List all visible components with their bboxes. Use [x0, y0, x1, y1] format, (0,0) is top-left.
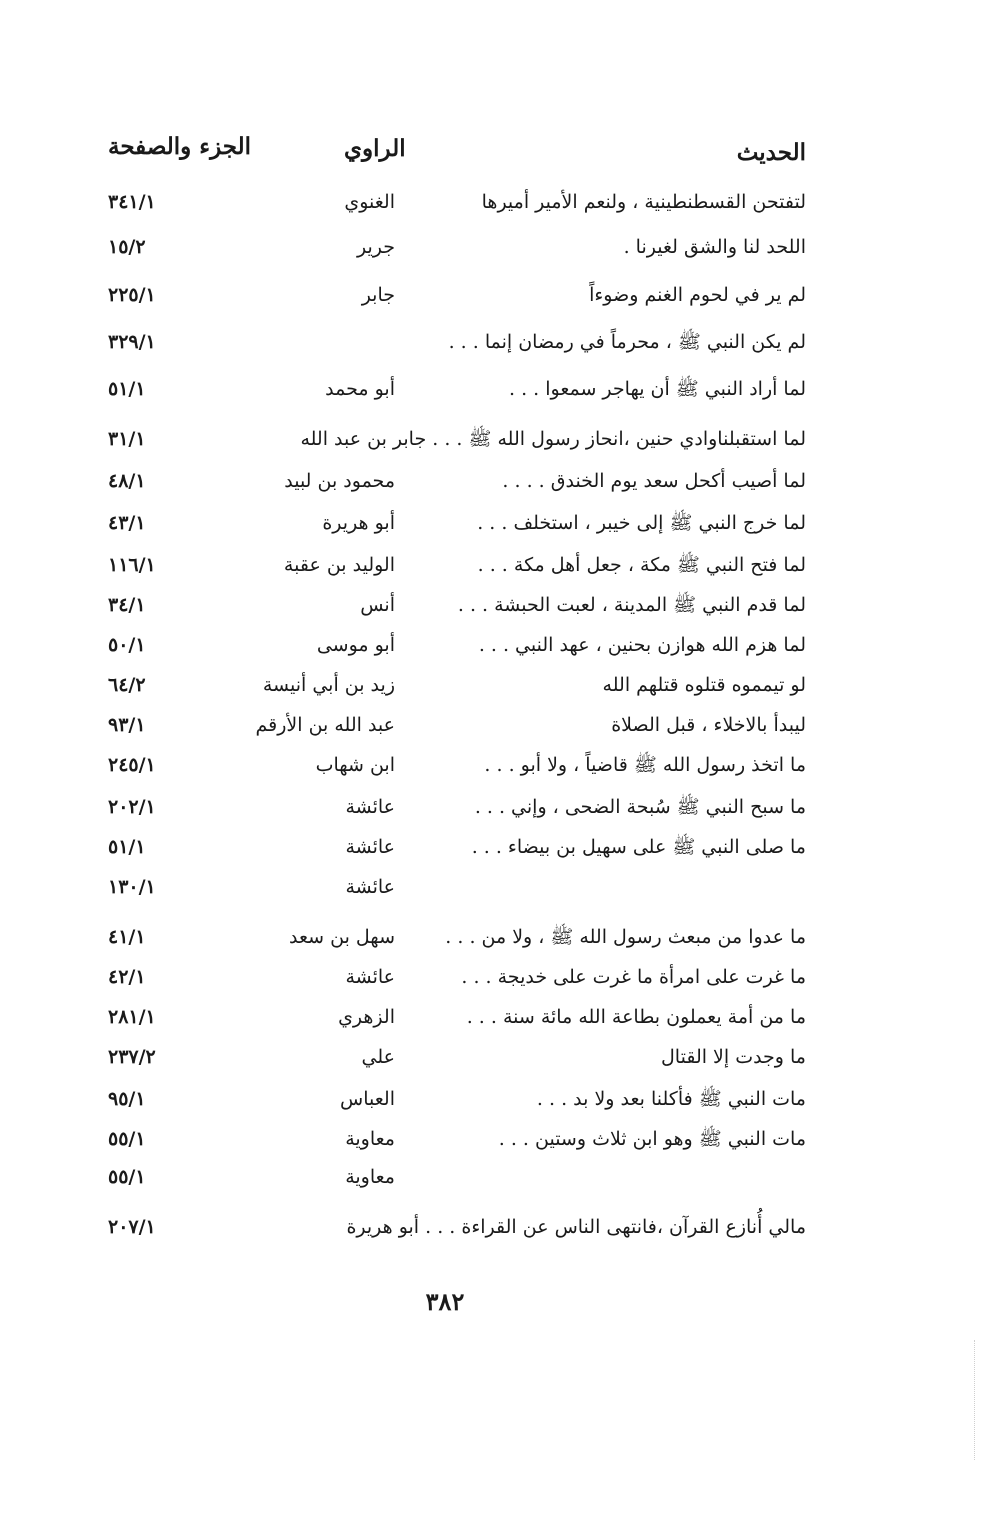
narrator-name: أنس: [360, 594, 395, 616]
narrator-name: معاوية: [345, 1128, 395, 1150]
header-narrator: الراوي: [344, 135, 406, 162]
narrator-name: معاوية: [345, 1166, 395, 1188]
table-row: [0, 1212, 983, 1250]
table-row: [0, 832, 983, 870]
narrator-name: عائشة: [345, 796, 395, 818]
volume-page-reference: ٢٨١/١: [108, 1006, 156, 1028]
table-row: [0, 232, 983, 270]
volume-page-reference: ٢٤٥/١: [108, 754, 156, 776]
narrator-name: الغنوي: [344, 191, 395, 213]
volume-page-reference: ٢٣٧/٢: [108, 1046, 156, 1068]
narrator-name: أبو محمد: [325, 378, 395, 400]
table-row: [0, 670, 983, 708]
table-row: [0, 1084, 983, 1122]
volume-page-reference: ٣٤/١: [108, 594, 146, 616]
scan-edge-marks: [972, 1340, 975, 1460]
volume-page-reference: ٢٢٥/١: [108, 284, 156, 306]
table-row: [0, 792, 983, 830]
hadith-text: لما قدم النبي ﷺ المدينة ، لعبت الحبشة . . .: [457, 594, 806, 616]
table-row: [0, 466, 983, 504]
table-row: [0, 1002, 983, 1040]
hadith-text: لما فتح النبي ﷺ مكة ، جعل أهل مكة . . .: [477, 554, 806, 576]
hadith-text: ما عدوا من مبعث رسول الله ﷺ ، ولا من . . .: [445, 926, 806, 948]
hadith-text: مات النبي ﷺ فأكلنا بعد ولا بد . . .: [536, 1088, 806, 1110]
hadith-text: ما اتخذ رسول الله ﷺ قاضياً ، ولا أبو . . .: [484, 754, 806, 776]
volume-page-reference: ٤٨/١: [108, 470, 146, 492]
table-row: [0, 1042, 983, 1080]
hadith-text: لما استقبلناوادي حنين ،انحاز رسول الله ﷺ . . . جابر بن عبد الله: [300, 428, 806, 450]
volume-page-reference: ٤٣/١: [108, 512, 146, 534]
page-number: ٣٨٢: [425, 1287, 465, 1316]
volume-page-reference: ٩٥/١: [108, 1088, 146, 1110]
table-row: [0, 630, 983, 668]
volume-page-reference: ٥٥/١: [108, 1128, 146, 1150]
volume-page-reference: ١١٦/١: [108, 554, 156, 576]
volume-page-reference: ٤٢/١: [108, 966, 146, 988]
volume-page-reference: ٥١/١: [108, 378, 146, 400]
volume-page-reference: ٣٢٩/١: [108, 331, 156, 353]
table-row: [0, 590, 983, 628]
hadith-text: مات النبي ﷺ وهو ابن ثلاث وستين . . .: [498, 1128, 806, 1150]
narrator-name: عائشة: [345, 966, 395, 988]
hadith-text: لما أصيب أكحل سعد يوم الخندق . . . .: [502, 470, 806, 492]
table-row: [0, 962, 983, 1000]
header-hadith: الحديث: [736, 139, 806, 166]
narrator-name: علي: [361, 1046, 395, 1068]
narrator-name: العباس: [340, 1088, 395, 1110]
header-reference: الجزء والصفحة: [108, 133, 252, 160]
volume-page-reference: ٣٤١/١: [108, 191, 156, 213]
volume-page-reference: ٢٠٢/١: [108, 796, 156, 818]
volume-page-reference: ١٥/٢: [108, 236, 146, 258]
narrator-name: عائشة: [345, 836, 395, 858]
narrator-name: جابر: [361, 284, 395, 306]
hadith-text: لتفتحن القسطنطينية ، ولنعم الأمير أميرها: [481, 191, 806, 213]
hadith-text: ما غرت على امرأة ما غرت على خديجة . . .: [461, 966, 806, 988]
narrator-name: الزهري: [338, 1006, 395, 1028]
hadith-text: ما سبح النبي ﷺ سُبحة الضحى ، وإني . . .: [474, 796, 806, 818]
narrator-name: محمود بن لبيد: [284, 470, 395, 492]
hadith-text: لما أراد النبي ﷺ أن يهاجر سمعوا . . .: [508, 378, 806, 400]
hadith-text: لما خرج النبي ﷺ إلى خيبر ، استخلف . . .: [477, 512, 806, 534]
hadith-text: لم ير في لحوم الغنم وضوءاً: [589, 284, 806, 306]
table-header: [0, 135, 983, 175]
narrator-name: عبد الله بن الأرقم: [255, 714, 395, 736]
table-row: [0, 710, 983, 748]
table-row: [0, 187, 983, 225]
table-row: [0, 374, 983, 412]
table-row: [0, 550, 983, 588]
table-row: [0, 922, 983, 960]
table-row: [0, 1124, 983, 1162]
narrator-name: أبو هريرة: [322, 512, 395, 534]
hadith-text: لما هزم الله هوازن بحنين ، عهد النبي . . .: [478, 634, 806, 656]
hadith-text: ما صلى النبي ﷺ على سهيل بن بيضاء . . .: [471, 836, 806, 858]
volume-page-reference: ٥٠/١: [108, 634, 146, 656]
volume-page-reference: ٦٤/٢: [108, 674, 146, 696]
table-row: [0, 750, 983, 788]
narrator-name: زيد بن أبي أنيسة: [262, 674, 395, 696]
hadith-text: مالي أُنازع القرآن ،فانتهى الناس عن القراءة . . . أبو هريرة: [346, 1216, 806, 1238]
narrator-name: ابن شهاب: [315, 754, 395, 776]
hadith-text: لو تيمموه قتلوه قتلهم الله: [602, 674, 806, 696]
volume-page-reference: ٩٣/١: [108, 714, 146, 736]
table-row: [0, 424, 983, 462]
narrator-name: الوليد بن عقبة: [283, 554, 395, 576]
narrator-name: سهل بن سعد: [289, 926, 395, 948]
hadith-text: ما وجدت إلا القتال: [661, 1046, 806, 1068]
table-row: [0, 872, 983, 910]
narrator-name: جرير: [357, 236, 395, 258]
narrator-name: أبو موسى: [316, 634, 395, 656]
volume-page-reference: ٣١/١: [108, 428, 146, 450]
table-row: [0, 1162, 983, 1200]
hadith-text: اللحد لنا والشق لغيرنا .: [623, 236, 806, 258]
volume-page-reference: ٢٠٧/١: [108, 1216, 156, 1238]
volume-page-reference: ٤١/١: [108, 926, 146, 948]
table-row: [0, 280, 983, 318]
volume-page-reference: ٥٥/١: [108, 1166, 146, 1188]
hadith-text: ما من أمة يعملون بطاعة الله مائة سنة . . .: [466, 1006, 806, 1028]
volume-page-reference: ١٣٠/١: [108, 876, 156, 898]
narrator-name: عائشة: [345, 876, 395, 898]
hadith-text: لم يكن النبي ﷺ ، محرماً في رمضان إنما . . .: [448, 331, 806, 353]
table-row: [0, 508, 983, 546]
table-row: [0, 327, 983, 365]
volume-page-reference: ٥١/١: [108, 836, 146, 858]
hadith-text: ليبدأ بالاخلاء ، قبل الصلاة: [611, 714, 806, 736]
